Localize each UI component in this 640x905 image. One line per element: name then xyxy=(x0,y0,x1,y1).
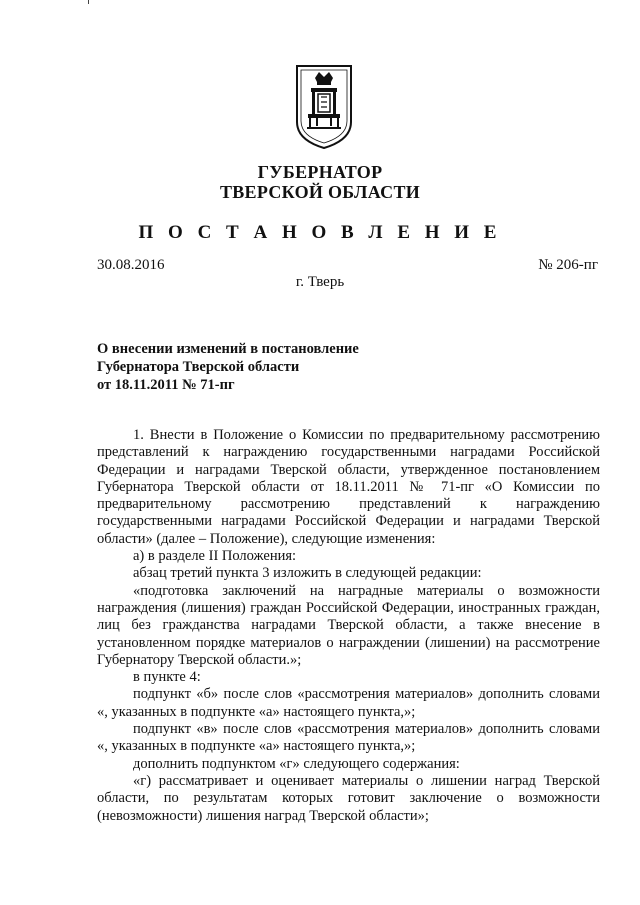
body-paragraph: в пункте 4: xyxy=(133,669,201,686)
document-body xyxy=(97,427,600,825)
body-paragraph: дополнить подпунктом «г» следующего содержания: xyxy=(133,755,460,772)
subject-line: Губернатора Тверской области xyxy=(97,359,300,375)
body-paragraph: абзац третий пункта 3 изложить в следующей редакции: xyxy=(133,565,482,582)
body-paragraph: а) в разделе II Положения: xyxy=(133,548,297,565)
body-paragraph: «подготовка заключений на наградные материалы о возможности награждения (лишения) граждан Российской Федерации, иностранных граждан, лиц без гражданства наградами Тверской области, а также внесение в установленном порядке материалов о награждении (лишении) на рассмотрение Губернатору Тверской области.»; xyxy=(97,582,600,668)
document-city: г. Тверь xyxy=(295,274,345,290)
scan-mark xyxy=(88,0,89,4)
body-paragraph: подпункт «в» после слов «рассмотрения материалов» дополнить словами «, указанных в подпункте «а» настоящего пункта,»; xyxy=(97,721,600,755)
subject-line: О внесении изменений в постановление xyxy=(97,341,359,357)
document-subject xyxy=(97,340,417,394)
coat-of-arms-icon xyxy=(293,62,355,150)
body-paragraph: 1. Внести в Положение о Комиссии по предварительному рассмотрению представлений к награждению государственными наградами Российской Федерации и наградами Тверской области, утвержденное постановлением Губернатора Тверской области от 18.11.2011 № 71-пг «О Комиссии по предварительному рассмотрению представлений к награждению государственными наградами Российской Федерации и наградами Тверской области» (далее – Положение), следующие изменения: xyxy=(97,427,600,547)
document-number: № 206-пг xyxy=(538,257,598,273)
document-date: 30.08.2016 xyxy=(97,257,165,273)
organization-title-line2: ТВЕРСКОЙ ОБЛАСТИ xyxy=(219,182,421,202)
subject-line: от 18.11.2011 № 71-пг xyxy=(97,377,235,393)
document-type: П О С Т А Н О В Л Е Н И Е xyxy=(138,222,502,243)
body-paragraph: «г) рассматривает и оценивает материалы о лишении наград Тверской области, по результатам которых готовит заключение о возможности (невозможности) лишения наград Тверской области»; xyxy=(97,772,600,824)
body-paragraph: подпункт «б» после слов «рассмотрения материалов» дополнить словами «, указанных в подпункте «а» настоящего пункта,»; xyxy=(97,686,600,720)
organization-title-line1: ГУБЕРНАТОР xyxy=(257,162,383,182)
